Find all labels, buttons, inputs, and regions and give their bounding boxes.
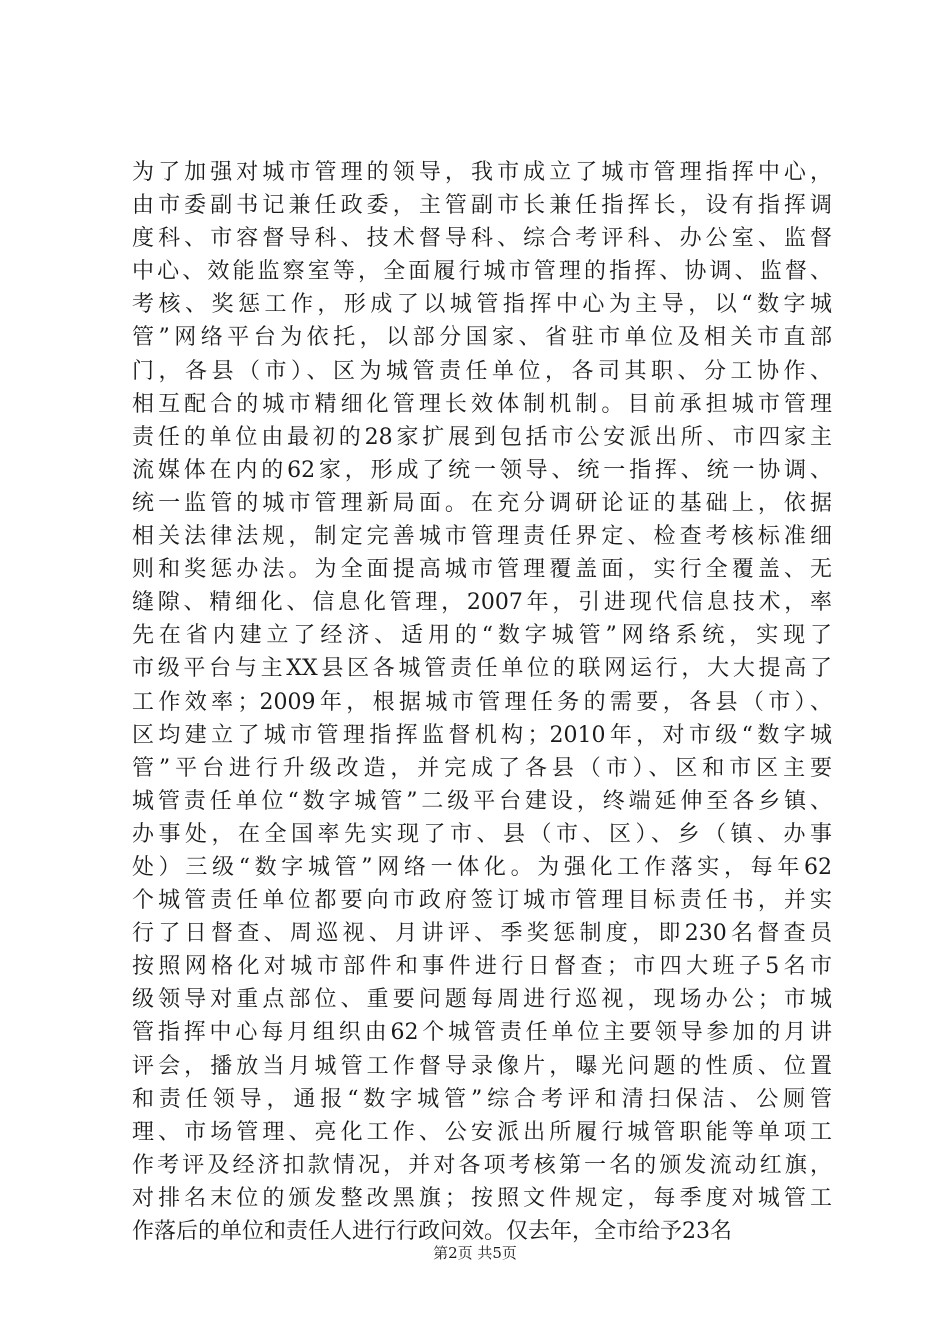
text-line: 流媒体在内的62家，形成了统一领导、统一指挥、统一协调、 [132, 457, 832, 483]
body-paragraph [132, 156, 832, 1248]
text-line: 区均建立了城市管理指挥监督机构；2010年，对市级“数字城 [132, 722, 832, 748]
text-line: 办事处，在全国率先实现了市、县（市、区）、乡（镇、办事 [132, 821, 832, 847]
text-line: 相互配合的城市精细化管理长效体制机制。目前承担城市管理 [132, 391, 832, 417]
text-line: 门，各县（市）、区为城管责任单位，各司其职、分工协作、 [132, 358, 832, 384]
text-line: 和责任领导，通报“数字城管”综合考评和清扫保洁、公厕管 [132, 1086, 832, 1112]
text-line: 则和奖惩办法。为全面提高城市管理覆盖面，实行全覆盖、无 [132, 557, 832, 583]
text-line: 按照网格化对城市部件和事件进行日督查；市四大班子5名市 [132, 954, 832, 980]
text-line: 管”网络平台为依托，以部分国家、省驻市单位及相关市直部 [132, 325, 832, 351]
text-line: 缝隙、精细化、信息化管理，2007年，引进现代信息技术，率 [132, 590, 832, 616]
page-footer: 第2页 共5页 [433, 1244, 517, 1262]
text-line: 管”平台进行升级改造，并完成了各县（市）、区和市区主要 [132, 755, 832, 781]
text-line: 考核、奖惩工作，形成了以城管指挥中心为主导，以“数字城 [132, 292, 832, 318]
text-line: 管指挥中心每月组织由62个城管责任单位主要领导参加的月讲 [132, 1020, 832, 1046]
text-line: 评会，播放当月城管工作督导录像片，曝光问题的性质、位置 [132, 1053, 832, 1079]
text-line: 度科、市容督导科、技术督导科、综合考评科、办公室、监督 [132, 226, 832, 252]
text-line: 处）三级“数字城管”网络一体化。为强化工作落实，每年62 [132, 854, 832, 880]
text-line: 个城管责任单位都要向市政府签订城市管理目标责任书，并实 [132, 888, 832, 914]
text-line: 相关法律法规，制定完善城市管理责任界定、检查考核标准细 [132, 524, 832, 550]
text-line: 城管责任单位“数字城管”二级平台建设，终端延伸至各乡镇、 [132, 788, 832, 814]
text-line: 行了日督查、周巡视、月讲评、季奖惩制度，即230名督查员 [132, 921, 832, 947]
text-line: 作落后的单位和责任人进行行政问效。仅去年，全市给予23名 [132, 1219, 732, 1244]
text-line: 统一监管的城市管理新局面。在充分调研论证的基础上，依据 [132, 490, 832, 516]
text-line: 作考评及经济扣款情况，并对各项考核第一名的颁发流动红旗， [132, 1152, 832, 1178]
text-line: 责任的单位由最初的28家扩展到包括市公安派出所、市四家主 [132, 424, 832, 450]
text-line: 理、市场管理、亮化工作、公安派出所履行城管职能等单项工 [132, 1119, 832, 1145]
text-line: 工作效率；2009年，根据城市管理任务的需要，各县（市）、 [132, 689, 832, 715]
text-line: 级领导对重点部位、重要问题每周进行巡视，现场办公；市城 [132, 987, 832, 1013]
text-line: 市级平台与主XX县区各城管责任单位的联网运行，大大提高了 [132, 656, 832, 682]
text-line: 为了加强对城市管理的领导，我市成立了城市管理指挥中心， [132, 160, 832, 185]
text-line: 对排名末位的颁发整改黑旗；按照文件规定，每季度对城管工 [132, 1185, 832, 1211]
text-line: 中心、效能监察室等，全面履行城市管理的指挥、协调、监督、 [132, 259, 832, 285]
text-line: 先在省内建立了经济、适用的“数字城管”网络系统，实现了 [132, 623, 832, 649]
text-line: 由市委副书记兼任政委，主管副市长兼任指挥长，设有指挥调 [132, 193, 832, 219]
